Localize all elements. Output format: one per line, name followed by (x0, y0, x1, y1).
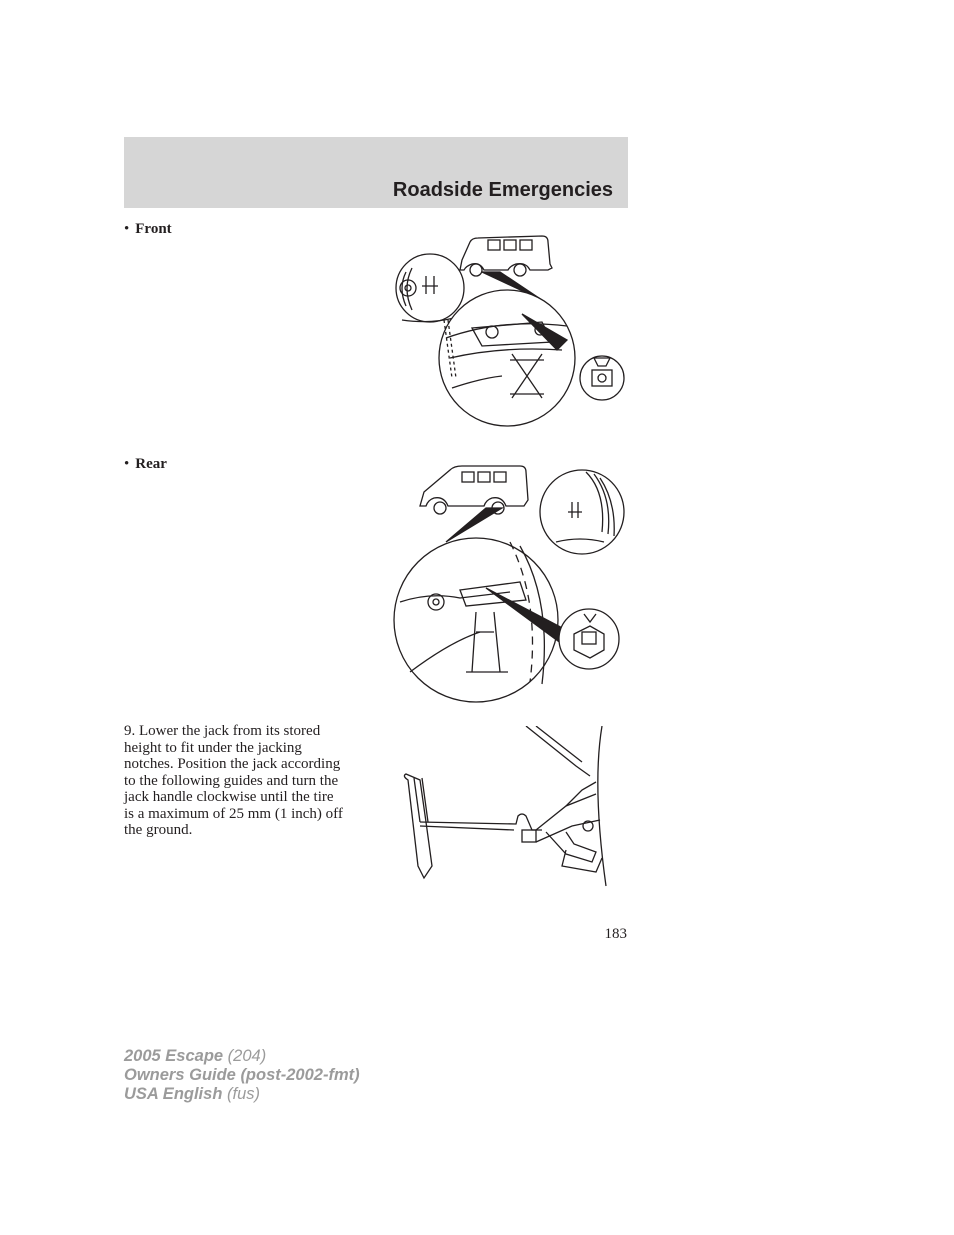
footer-model: 2005 Escape (124, 1047, 224, 1065)
step-line: jack handle clockwise until the tire (124, 789, 334, 805)
footer-line-2 (124, 1066, 360, 1085)
footer-line-1 (124, 1047, 360, 1066)
step-line: the ground. (124, 822, 193, 838)
section-header (124, 137, 628, 208)
bullet-label-front: Front (135, 221, 172, 237)
bullet-marker: • (124, 221, 130, 237)
bullet-front (124, 221, 172, 238)
jack-handle-illustration (396, 726, 612, 890)
front-jack-point-illustration (392, 228, 628, 432)
footer-model-code: (204) (223, 1047, 267, 1065)
step-line: 9. Lower the jack from its stored (124, 723, 321, 739)
page-number: 183 (604, 926, 627, 942)
footer-guide: Owners Guide (post-2002-fmt) (124, 1066, 360, 1084)
document-footer (124, 1047, 360, 1104)
step-line: to the following guides and turn the (124, 772, 339, 789)
step-line: height to fit under the jacking (124, 739, 302, 756)
footer-language-code: (fus) (222, 1085, 260, 1103)
footer-line-3 (124, 1085, 360, 1104)
rear-jack-point-illustration (390, 462, 628, 712)
step-9-instructions (124, 723, 376, 839)
bullet-label-rear: Rear (135, 456, 167, 472)
bullet-marker: • (124, 456, 130, 472)
bullet-rear (124, 456, 167, 473)
footer-language: USA English (124, 1085, 223, 1103)
step-line: notches. Position the jack according (124, 756, 341, 772)
step-line: is a maximum of 25 mm (1 inch) off (124, 805, 343, 822)
section-title: Roadside Emergencies (392, 179, 613, 201)
